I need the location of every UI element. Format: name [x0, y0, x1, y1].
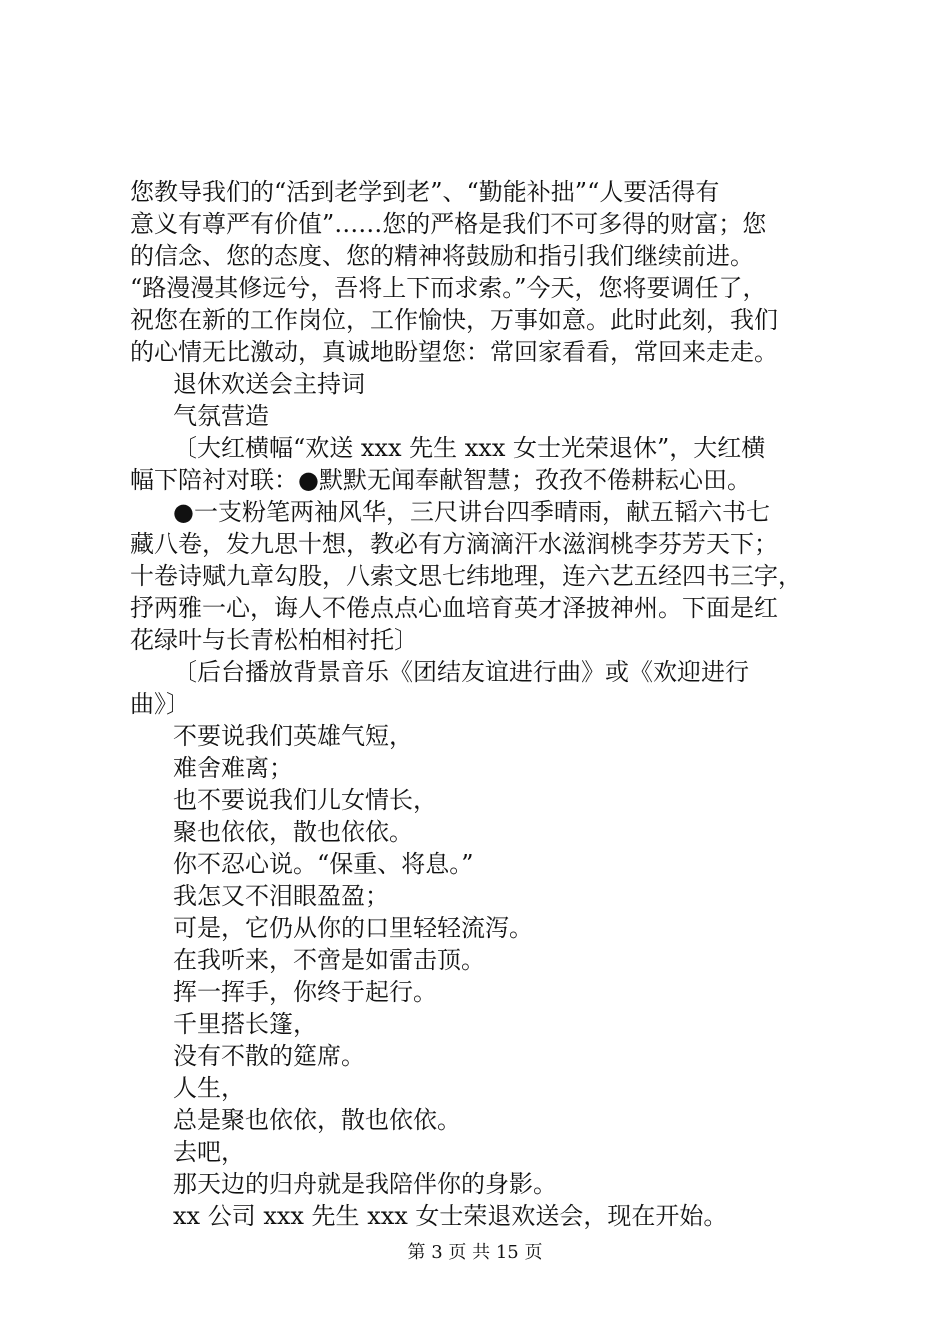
poem-line: 总是聚也依依，散也依依。	[173, 1106, 461, 1134]
section-heading: 退休欢送会主持词	[173, 370, 365, 398]
paragraph-line: 的信念、您的态度、您的精神将鼓励和指引我们继续前进。	[130, 242, 754, 270]
poem-line: 挥一挥手，你终于起行。	[173, 978, 437, 1006]
paragraph-line: “路漫漫其修远兮，吾将上下而求索。”今天，您将要调任了，	[130, 274, 767, 302]
poem-line: 在我听来，不啻是如雷击顶。	[173, 946, 485, 974]
poem-line: 那天边的归舟就是我陪伴你的身影。	[173, 1170, 557, 1198]
paragraph-line: 藏八卷，发九思十想，教必有方滴滴汗水滋润桃李芬芳天下；	[130, 530, 778, 558]
poem-line: 千里搭长篷，	[173, 1010, 317, 1038]
paragraph-line: 祝您在新的工作岗位，工作愉快，万事如意。此时此刻，我们	[130, 306, 778, 334]
paragraph-line: 十卷诗赋九章勾股，八索文思七纬地理，连六艺五经四书三字，	[130, 562, 802, 590]
poem-line: 不要说我们英雄气短，	[173, 722, 413, 750]
paragraph-line: 意义有尊严有价值”……您的严格是我们不可多得的财富；您	[130, 210, 767, 238]
paragraph-line: 抒两雅一心，诲人不倦点点心血培育英才泽披神州。下面是红	[130, 594, 778, 622]
paragraph-line: 曲》〕	[130, 690, 190, 718]
subsection-heading: 气氛营造	[173, 402, 269, 430]
poem-line: 你不忍心说。“保重、将息。”	[173, 850, 474, 878]
page-number-footer: 第 3 页 共 15 页	[407, 1242, 543, 1263]
poem-line: 我怎又不泪眼盈盈；	[173, 882, 389, 910]
poem-line: 可是，它仍从你的口里轻轻流泻。	[173, 914, 533, 942]
paragraph-line: 幅下陪衬对联：●默默无闻奉献智慧；孜孜不倦耕耘心田。	[130, 466, 751, 494]
paragraph-line: 〔大红横幅“欢送 xxx 先生 xxx 女士光荣退休”，大红横	[173, 434, 766, 462]
paragraph-line: xx 公司 xxx 先生 xxx 女士荣退欢送会，现在开始。	[173, 1202, 728, 1230]
paragraph-line: 〔后台播放背景音乐《团结友谊进行曲》或《欢迎进行	[173, 658, 749, 686]
poem-line: 聚也依依，散也依依。	[173, 818, 413, 846]
poem-line: 没有不散的筵席。	[173, 1042, 365, 1070]
poem-line: 人生，	[173, 1074, 245, 1102]
paragraph-line: ●一支粉笔两袖风华，三尺讲台四季晴雨，献五韬六书七	[173, 498, 770, 526]
paragraph-line: 花绿叶与长青松柏相衬托〕	[130, 626, 418, 654]
poem-line: 去吧，	[173, 1138, 245, 1166]
paragraph-line: 您教导我们的“活到老学到老”、“勤能补拙”“人要活得有	[130, 178, 720, 206]
poem-line: 也不要说我们儿女情长，	[173, 786, 437, 814]
document-body	[130, 176, 830, 1232]
poem-line: 难舍难离；	[173, 754, 293, 782]
paragraph-line: 的心情无比激动，真诚地盼望您：常回家看看，常回来走走。	[130, 338, 778, 366]
